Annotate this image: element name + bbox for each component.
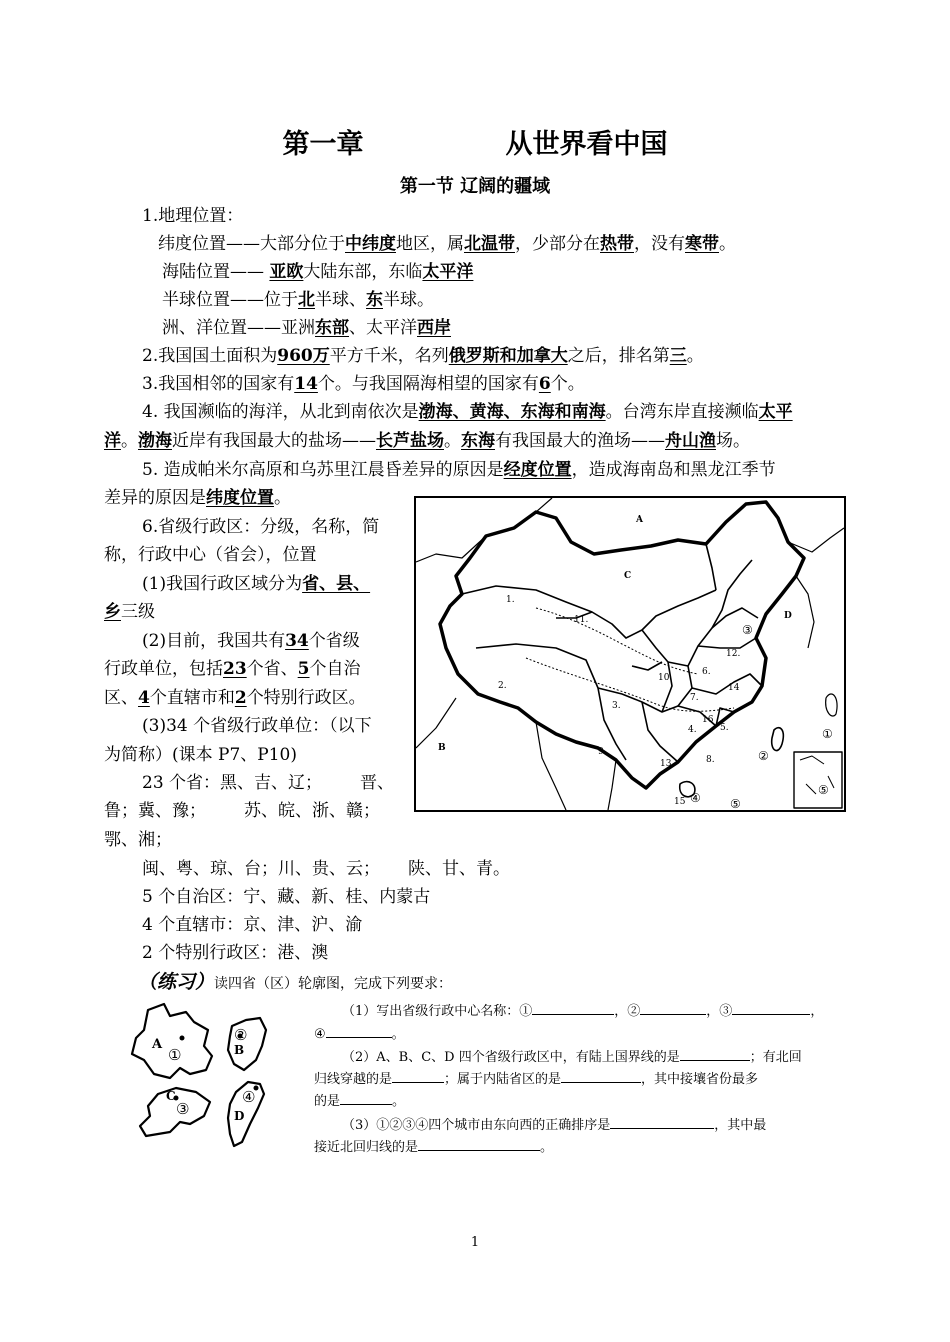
map-num-2: 2. <box>498 681 507 691</box>
sar-line: 2 个特别行政区：港、澳 <box>142 943 329 963</box>
p6-line-2: 称，行政中心（省会），位置 <box>104 545 317 565</box>
prov-line-3: 鄂、湘； <box>104 830 172 850</box>
q2-blank-3[interactable] <box>561 1068 641 1083</box>
map-num-4: 4. <box>688 725 697 735</box>
province-outline-A <box>132 1004 212 1078</box>
q2-blank-1[interactable] <box>680 1046 750 1061</box>
q1-line-1: （1）写出省级行政中心名称：① ，② ，③ ， <box>342 1000 823 1023</box>
outline-circle-3: ③ <box>176 1100 190 1118</box>
neighbors-line: 3.我国相邻的国家有14个。与我国隔海相望的国家有6个。 <box>142 374 585 394</box>
map-label-A: A <box>636 515 643 525</box>
map-num-13: 13 <box>660 759 672 769</box>
map-num-10: 10. <box>658 673 673 683</box>
municipalities-line: 4 个直辖市：京、津、沪、渝 <box>142 915 363 935</box>
p1-head: 1.地理位置： <box>142 206 244 226</box>
p6-line-1: 6.省级行政区：分级，名称，简 <box>142 517 380 537</box>
q1-blank-3[interactable] <box>732 1000 810 1015</box>
prov-line-2: 鲁；冀、豫； 苏、皖、浙、赣； <box>104 801 380 821</box>
q2-blank-4[interactable] <box>340 1090 392 1105</box>
exercise-heading: （练习）读四省（区）轮廓图，完成下列要求： <box>138 971 453 993</box>
outline-label-D: D <box>234 1109 245 1123</box>
continent-line: 洲、洋位置——亚洲东部、太平洋西岸 <box>162 318 451 338</box>
p61-line-1: (1)我国行政区域分为省、县、 <box>142 574 371 594</box>
map-num-5: 5. <box>720 723 729 733</box>
map-circle-2: ② <box>758 749 769 763</box>
sea-land-line: 海陆位置—— 亚欧大陆东部，东临太平洋 <box>162 262 474 282</box>
latitude-line: 纬度位置——大部分位于中纬度地区，属北温带，少部分在热带，没有寒带。 <box>158 234 736 254</box>
p63-line-2: 为简称）(课本 P7、P10) <box>104 745 297 765</box>
china-map-outline <box>416 498 844 810</box>
chapter-title <box>0 122 950 161</box>
outline-label-C: C <box>166 1089 176 1103</box>
page-number: 1 <box>470 1235 480 1250</box>
q3-line-2: 接近北回归线的是 。 <box>314 1136 553 1159</box>
outline-label-B: B <box>234 1043 245 1057</box>
seas-line-2: 洋。渤海近岸有我国最大的盐场——长芦盐场。东海有我国最大的渔场——舟山渔场。 <box>104 431 750 451</box>
map-num-16: 16 <box>702 715 714 725</box>
outline-circle-2: ② <box>234 1026 248 1044</box>
time-diff-line-2: 差异的原因是纬度位置。 <box>104 488 291 508</box>
q1-blank-2[interactable] <box>640 1000 706 1015</box>
map-label-B: B <box>438 743 446 753</box>
map-label-C: C <box>624 571 632 581</box>
q3-blank-1[interactable] <box>610 1114 714 1129</box>
chapter-name: 从世界看中国 <box>505 129 668 160</box>
map-circle-4: ④ <box>690 791 701 805</box>
q2-line-2: 归线穿越的是 ；属于内陆省区的是 ，其中接壤省份最多 <box>314 1068 758 1091</box>
map-num-6: 6. <box>702 667 711 677</box>
q1-blank-1[interactable] <box>532 1000 614 1015</box>
map-num-9: 9. <box>598 747 607 757</box>
q1-line-2: ④ 。 <box>314 1023 405 1046</box>
prov-line-1: 23 个省：黑、吉、辽； 晋、 <box>142 773 395 793</box>
chapter-label: 第一章 <box>282 129 364 160</box>
time-diff-line-1: 5. 造成帕米尔高原和乌苏里江晨昏差异的原因是经度位置，造成海南岛和黑龙江季节 <box>142 460 776 480</box>
map-num-14: 14 <box>728 683 740 693</box>
q3-line-1: （3）①②③④四个城市由东向西的正确排序是 ，其中最 <box>342 1114 766 1137</box>
prov-line-4: 闽、粤、琼、台；川、贵、云； 陕、甘、青。 <box>142 859 510 879</box>
map-num-3: 3. <box>612 701 621 711</box>
q2-blank-2[interactable] <box>392 1068 444 1083</box>
map-circle-3: ③ <box>742 623 753 637</box>
map-num-8: 8. <box>706 755 715 765</box>
map-circle-1: ① <box>822 727 833 741</box>
section-title: 第一节 辽阔的疆域 <box>399 176 551 197</box>
map-num-12: 12. <box>726 649 741 659</box>
china-provinces-map <box>414 496 846 812</box>
national-border <box>440 502 804 788</box>
p63-line-1: (3)34 个省级行政单位：（以下 <box>142 716 372 736</box>
p62-line-1: (2)目前，我国共有34个省级 <box>142 631 360 651</box>
map-num-1: 1. <box>506 595 515 605</box>
autonomous-regions-line: 5 个自治区：宁、藏、新、桂、内蒙古 <box>142 887 431 907</box>
p61-line-2: 乡三级 <box>104 602 155 622</box>
q2-line-1: （2）A、B、C、D 四个省级行政区中，有陆上国界线的是 ；有北回 <box>342 1046 802 1069</box>
map-circle-5: ⑤ <box>730 797 741 810</box>
outline-circle-1: ① <box>168 1046 182 1064</box>
map-num-7: 7. <box>690 693 699 703</box>
area-line: 2.我国国土面积为960万平方千米，名列俄罗斯和加拿大之后，排名第三。 <box>142 346 704 366</box>
map-num-11: 11. <box>574 615 589 625</box>
q2-line-3: 的是 。 <box>314 1090 405 1113</box>
outline-label-A: A <box>152 1037 163 1052</box>
map-circle-5-inset: ⑤ <box>818 783 829 797</box>
p62-line-2: 行政单位，包括23个省、5个自治 <box>104 659 361 679</box>
four-province-outlines <box>124 996 284 1156</box>
map-num-15: 15 <box>674 797 686 807</box>
p62-line-3: 区、4个直辖市和2个特别行政区。 <box>104 688 366 708</box>
map-label-D: D <box>784 611 792 621</box>
hemisphere-line: 半球位置——位于北半球、东半球。 <box>162 290 434 310</box>
outline-circle-4: ④ <box>242 1088 256 1106</box>
q3-blank-2[interactable] <box>418 1136 540 1151</box>
q1-blank-4[interactable] <box>326 1023 392 1038</box>
seas-line-1: 4. 我国濒临的海洋，从北到南依次是渤海、黄海、东海和南海。台湾东岸直接濒临太平 <box>142 402 793 422</box>
